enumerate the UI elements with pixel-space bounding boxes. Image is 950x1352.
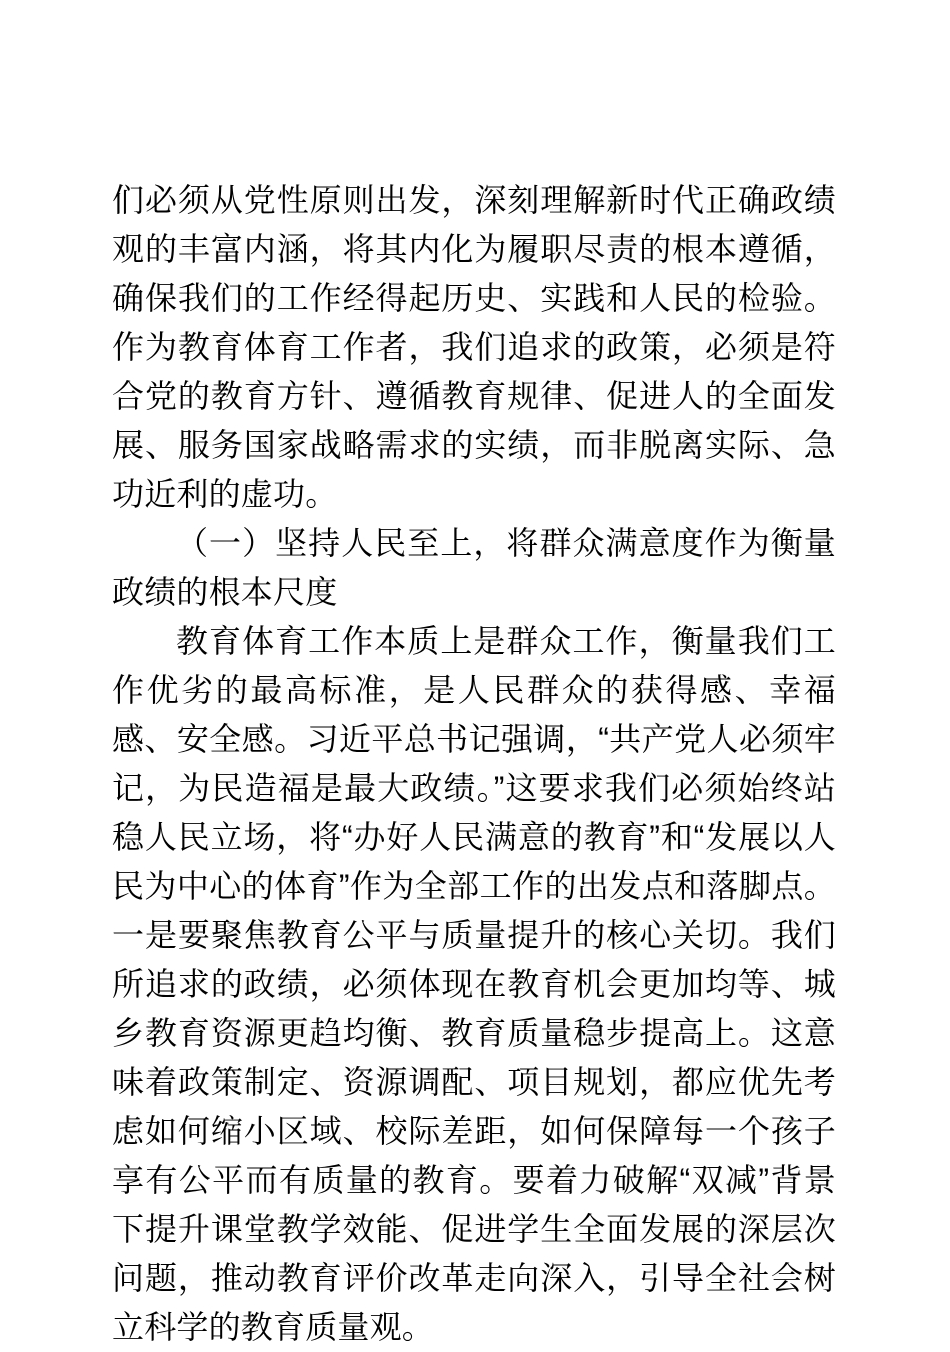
paragraph-body-one: 教育体育工作本质上是群众工作，衡量我们工作优劣的最高标准，是人民群众的获得感、幸福感、安全感。习近平总书记强调，“共产党人必须牢记，为民造福是最大政绩。”这要求我们必须始终站稳人民立场，将“办好人民满意的教育”和“发展以人民为中心的体育”作为全部工作的出发点和落脚点。一是要聚焦教育公平与质量提升的核心关切。我们所追求的政绩，必须体现在教育机会更加均等、城乡教育资源更趋均衡、教育质量稳步提高上。这意味着政策制定、资源调配、项目规划，都应优先考虑如何缩小区域、校际差距，如何保障每一个孩子享有公平而有质量的教育。要着力破解“双减”背景下提升课堂教学效能、促进学生全面发展的深层次问题，推动教育评价改革走向深入，引导全社会树立科学的教育质量观。 [112, 623, 836, 1345]
document-text-body [112, 176, 836, 1352]
paragraph-continuation: 们必须从党性原则出发，深刻理解新时代正确政绩观的丰富内涵，将其内化为履职尽责的根本遵循，确保我们的工作经得起历史、实践和人民的检验。作为教育体育工作者，我们追求的政策，必须是符合党的教育方针、遵循教育规律、促进人的全面发展、服务国家战略需求的实绩，而非脱离实际、急功近利的虚功。 [112, 182, 836, 512]
section-heading-one: （一）坚持人民至上，将群众满意度作为衡量政绩的根本尺度 [112, 525, 836, 610]
